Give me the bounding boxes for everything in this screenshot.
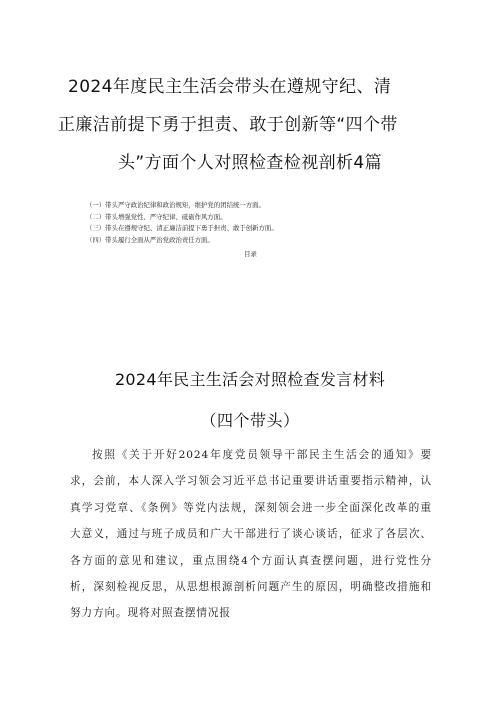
table-of-contents — [86, 200, 416, 246]
section-title: 2024年民主生活会对照检查发言材料 — [114, 370, 386, 389]
title-line-1: 2024年度民主生活会带头在遵规守纪、清 — [68, 77, 392, 97]
title-line-3: 头”方面个人对照检查检视剖析4篇 — [118, 153, 383, 173]
document-title — [58, 72, 442, 179]
toc-item-3[interactable]: （三）带头在遵规守纪、清正廉洁前提下勇于担责、敢于创新方面。 — [86, 224, 278, 232]
body-paragraph: 按照《关于开好2024年度党员领导干部民主生活会的通知》要求，会前，本人深入学习领会习近平总书记重要讲话重要指示精神，认真学习党章、《条例》等党内法规，深刻领会进一步全面深化改革的重大意义，通过与班子成员和广大干部进行了谈心谈话，征求了各层次、各方面的意见和建议，重点围绕4个方面认真查摆问题，进行党性分析，深刻检视反思，从思想根源剖析问题产生的原因，明确整改措施和努力方向。现将对照查摆情况报 — [70, 449, 432, 620]
toc-item-2[interactable]: （二）带头增强党性、严守纪律、砥砺作风方面。 — [86, 212, 227, 221]
toc-item-1[interactable]: （一）带头严守政治纪律和政治规矩，维护党的团结统一方面。 — [86, 201, 265, 209]
toc-item-4[interactable]: （四）带头履行全面从严治党政治责任方面。 — [86, 235, 214, 244]
title-line-2: 正廉洁前提下勇于担责、敢于创新等“四个带 — [58, 115, 398, 135]
toc-label: 目录 — [244, 250, 257, 258]
section-subtitle: （四个带头） — [200, 411, 300, 430]
